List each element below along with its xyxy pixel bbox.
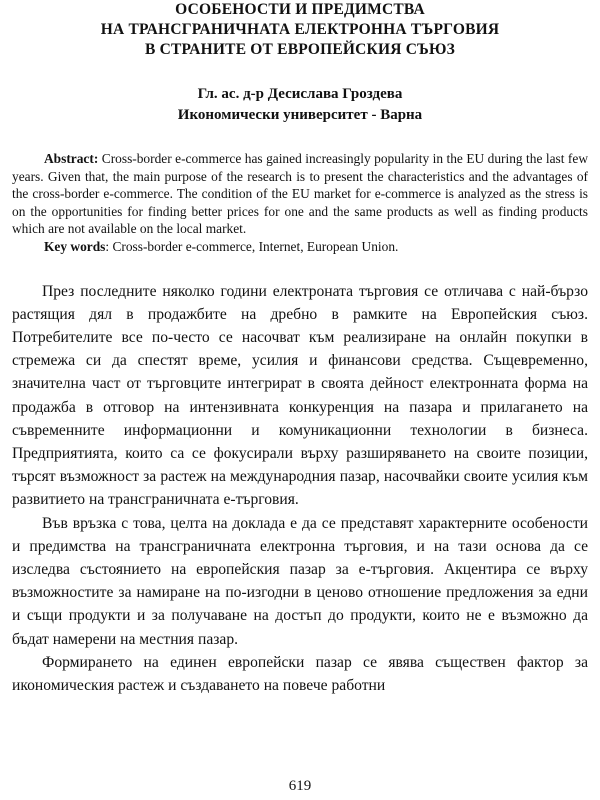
title-line-2: НА ТРАНСГРАНИЧНАТА ЕЛЕКТРОННА ТЪРГОВИЯ	[100, 21, 500, 38]
keywords	[12, 238, 588, 256]
abstract-text: Cross-border e-commerce has gained increasingly popularity in the EU during the last few years. Given that, the main purpose of the research is to present the characteristics and the advantages of the cross-border e-commerce. The condition of the EU market for e-commerce is analyzed as the stress is on the opportunities for finding better prices for one and the same products as well as finding products which are not available on the local market.	[12, 151, 588, 237]
paper-title	[12, 0, 588, 60]
page-number: 619	[288, 778, 312, 794]
title-line-1: ОСОБЕНОСТИ И ПРЕДИМСТВА	[175, 1, 425, 18]
author-affiliation: Икономически университет - Варна	[177, 107, 423, 123]
title-line-3: В СТРАНИТЕ ОТ ЕВРОПЕЙСКИЯ СЪЮЗ	[145, 41, 455, 58]
body-text	[12, 280, 588, 698]
abstract-label: Abstract:	[44, 151, 99, 166]
keywords-label: Key words	[44, 238, 106, 254]
abstract	[12, 150, 588, 238]
keywords-text: : Cross-border e-commerce, Internet, European Union.	[105, 238, 399, 254]
author-name: Гл. ас. д-р Десислава Гроздева	[197, 86, 403, 102]
body-paragraph-2: Във връзка с това, целта на доклада е да се представят характерните особености и предимства на трансграничната електронна търговия, и на тази основа да се изследва състоянието на европейския пазар за е-търговия. Акцентира се върху възможностите за намиране на по-изгодни в ценово отношение предложения за едни и същи продукти и за получаване на достъп до продукти, които не е възможно да бъдат намерени на местния пазар.	[12, 514, 588, 648]
body-paragraph-1: През последните няколко години електроната търговия се отличава с най-бързо растящия дял в продажбите на дребно в рамките на Европейския съюз. Потребителите все по-често се насочват към реализиране на онлайн покупки в стремежа си да спестят време, усилия и финансови средства. Същевременно, значителна част от търговците интегрират в своята дейност електронната форма на продажба в отговор на интензивната конкуренция на пазара и прилагането на съвременните информационни и комуникационни технологии в бизнеса. Предприятията, които са се фокусирали върху разширяването на своите позиции, търсят възможност за растеж на международния пазар, насочвайки своите усилия към развитието на трансграничната е-търговия.	[12, 282, 588, 509]
body-paragraph-3: Формирането на единен европейски пазар се явява съществен фактор за икономическия растеж и създаването на повече работни	[12, 653, 588, 695]
author-block	[12, 84, 588, 126]
